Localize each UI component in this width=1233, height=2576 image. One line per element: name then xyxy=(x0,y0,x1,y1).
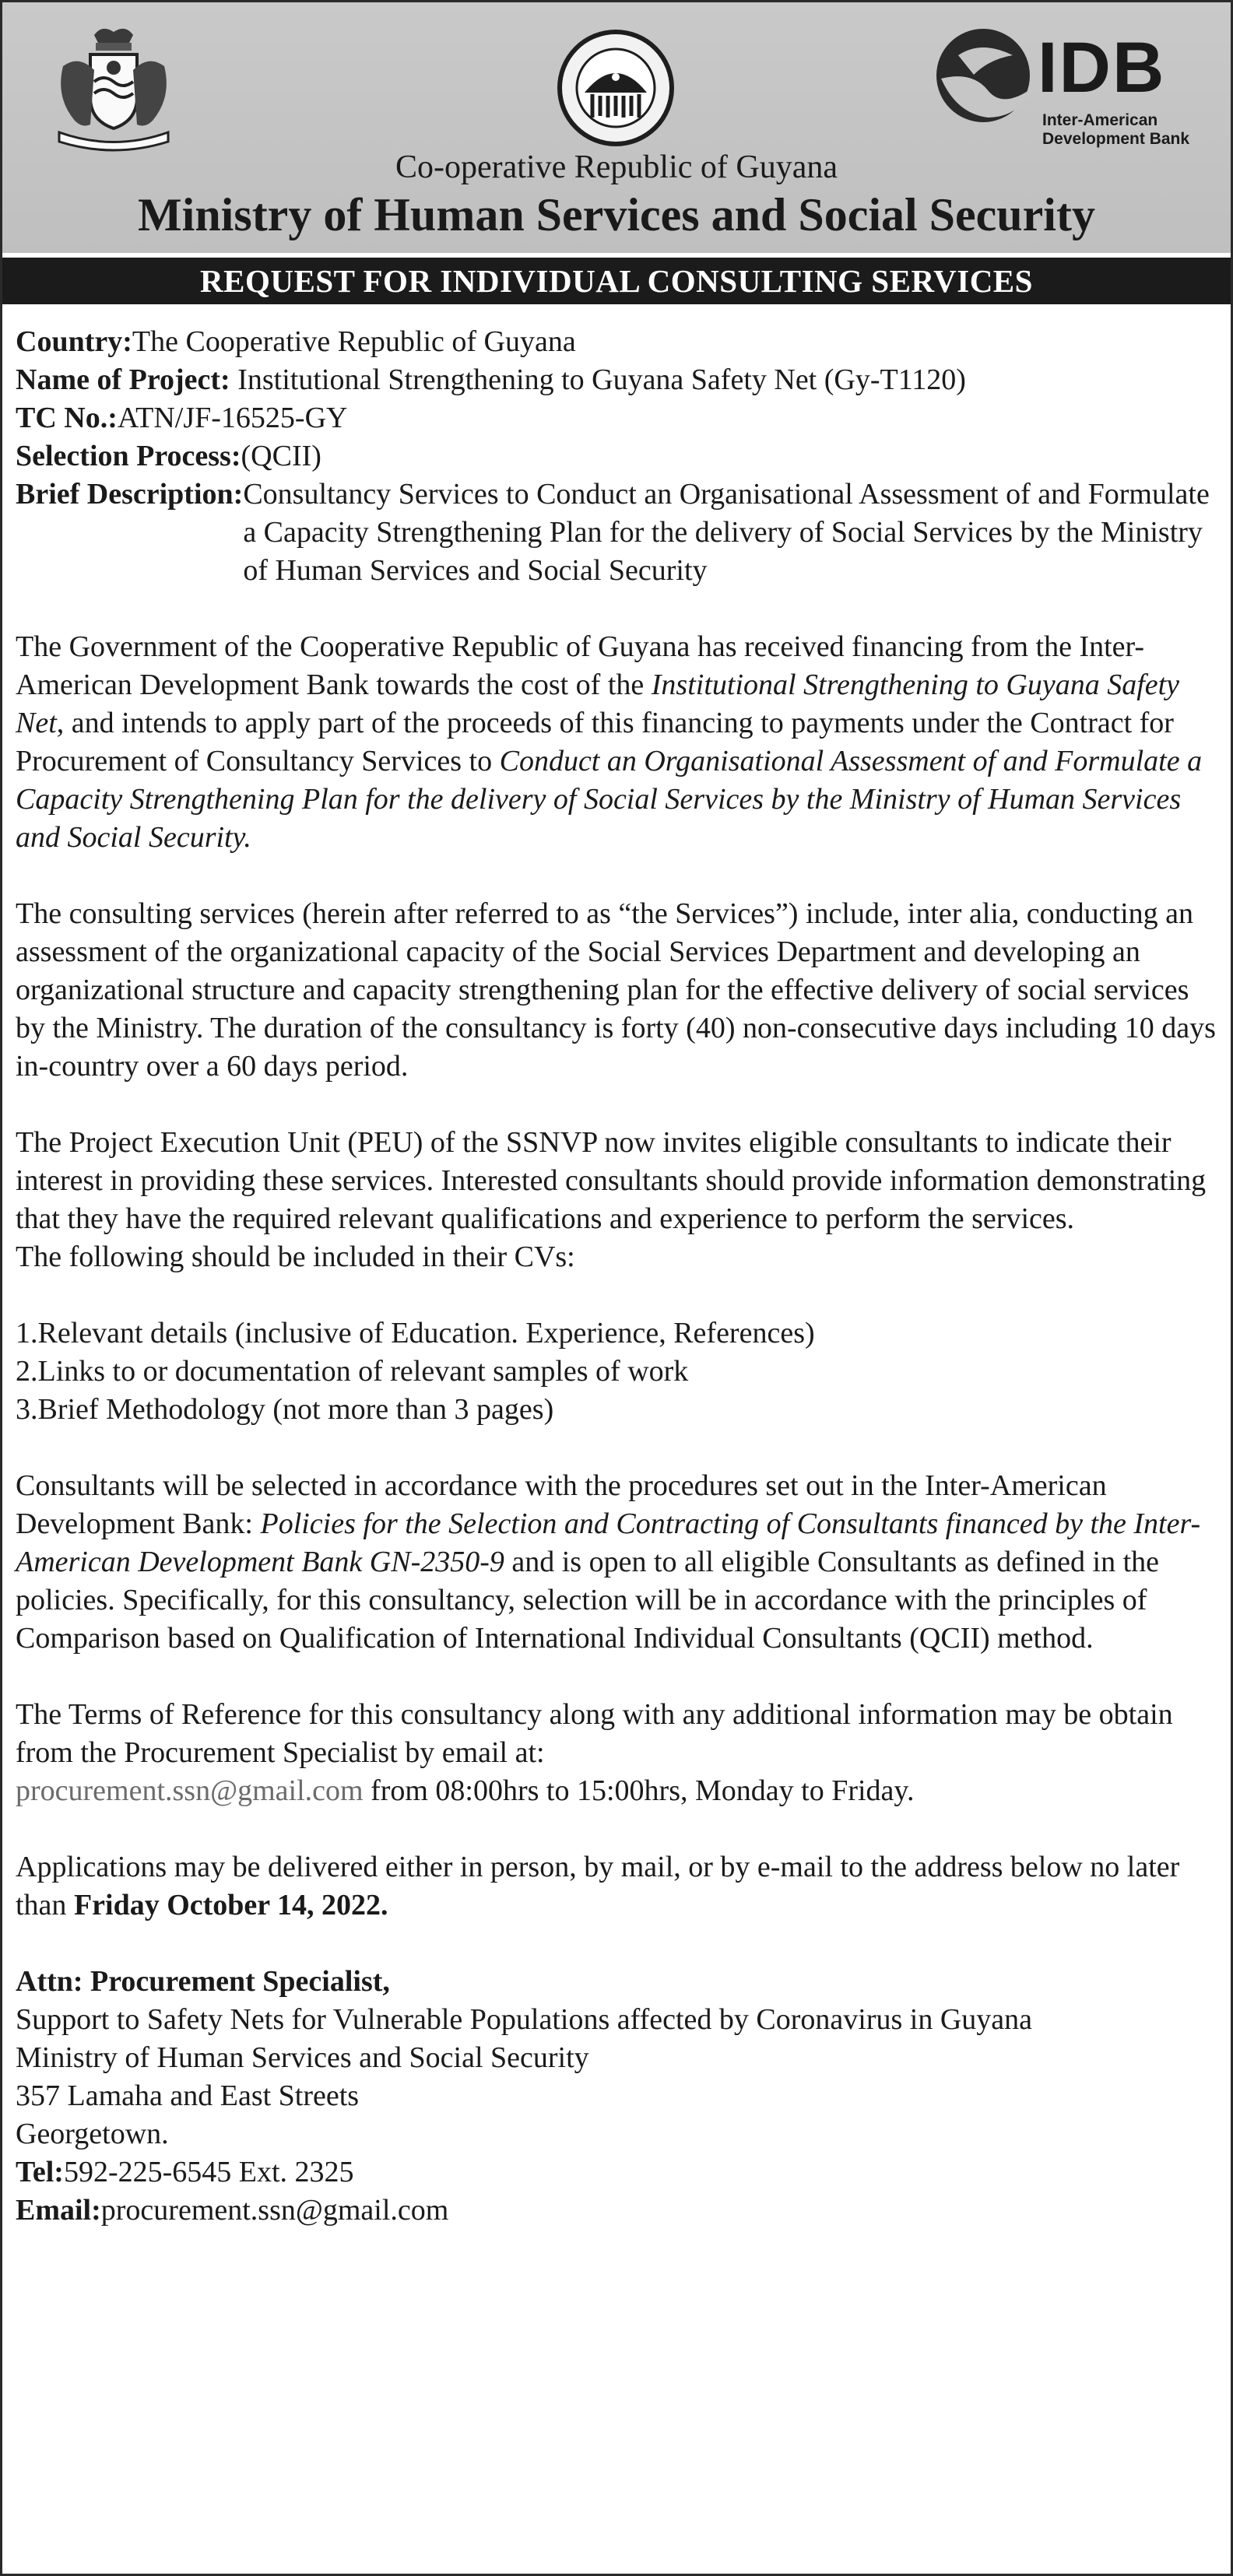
deadline-date: Friday October 14, 2022. xyxy=(73,1889,388,1921)
contact-email: Email:procurement.ssn@gmail.com xyxy=(16,2194,449,2227)
selection-field: Selection Process:(QCII) xyxy=(16,440,321,472)
list-item: 1.Relevant details (inclusive of Education. Experience, References) xyxy=(16,1317,815,1349)
services-paragraph: The consulting services (herein after referred to as “the Services”) include, inter alia, conducting an assessment of the organizational capacity of the Social Services Department and developing an organizational structure and capacity strengthening plan for the effective delivery of social services by the Ministry. The duration of the consultancy is forty (40) non-consecutive days including 10 days in-country over a 60 days period. xyxy=(16,897,1216,1083)
request-banner: REQUEST FOR INDIVIDUAL CONSULTING SERVICES xyxy=(2,258,1231,304)
invitation-paragraph: The Project Execution Unit (PEU) of the SSNVP now invites eligible consultants to indicate their interest in providing these services. Interested consultants should provide information demonstrating that they have the required relevant qualifications and experience to perform the services. xyxy=(16,1126,1207,1235)
coat-of-arms-icon xyxy=(47,19,180,152)
selection-method-paragraph: Consultants will be selected in accordance with the procedures set out in the Inter-American Development Bank: Policies for the Selection and Contracting of Consultants financed by the Inter-American Development Bank GN-2350-9 and is open to all eligible Consultants as defined in the policies. Specifically, for this consultancy, selection will be in accordance with the principles of Comparison based on Qualification of International Individual Consultants (QCII) method. xyxy=(16,1469,1201,1655)
country-field: Country:The Cooperative Republic of Guyana xyxy=(16,325,576,358)
brief-description-field: Brief Description: Consultancy Services to Conduct an Organisational Assessment of and Formulate a Capacity Strengthening Plan for the delivery of Social Services by the Ministry of Human Services and Social Security xyxy=(16,478,1210,587)
tc-field: TC No.:ATN/JF-16525-GY xyxy=(16,402,348,434)
project-field: Name of Project: Institutional Strengthening to Guyana Safety Net (Gy-T1120) xyxy=(16,363,966,396)
contact-line: Support to Safety Nets for Vulnerable Populations affected by Coronavirus in Guyana xyxy=(16,2003,1032,2036)
cv-requirements-intro: The following should be included in their CVs: xyxy=(16,1241,575,1273)
ministry-title: Ministry of Human Services and Social Security xyxy=(138,189,1095,240)
contact-line: Georgetown. xyxy=(16,2118,169,2150)
ministry-seal-icon xyxy=(557,29,675,147)
country-subtitle: Co-operative Republic of Guyana xyxy=(395,149,838,185)
financing-paragraph: The Government of the Cooperative Republic of Guyana has received financing from the Inter-American Development Bank towards the cost of the Institutional Strengthening to Guyana Safety Net, and intends to apply part of the proceeds of this financing to payments under the Contract for Procurement of Consultancy Services to Conduct an Organisational Assessment of and Formulate a Capacity Strengthening Plan for the delivery of Social Services by the Ministry of Human Services and Social Security. xyxy=(16,630,1203,854)
contact-attn: Attn: Procurement Specialist, xyxy=(16,1965,390,1998)
procurement-email-link[interactable]: procurement.ssn@gmail.com xyxy=(16,1774,364,1807)
idb-subtitle: Inter-American Development Bank xyxy=(1042,111,1190,148)
contact-line: 357 Lamaha and East Streets xyxy=(16,2079,360,2112)
idb-wordmark: IDB xyxy=(1038,28,1166,107)
contact-tel: Tel:592-225-6545 Ext. 2325 xyxy=(16,2156,354,2188)
idb-logo-icon xyxy=(927,24,1044,125)
notice-body xyxy=(16,323,1224,2230)
list-item: 3.Brief Methodology (not more than 3 pages) xyxy=(16,1393,554,1426)
list-item: 2.Links to or documentation of relevant samples of work xyxy=(16,1355,689,1388)
contact-line: Ministry of Human Services and Social Security xyxy=(16,2041,589,2074)
terms-of-reference-paragraph: The Terms of Reference for this consultancy along with any additional information may be obtain from the Procurement Specialist by email at: procurement.ssn@gmail.com from 08:00hrs to 15:00hrs, Monday to Friday. xyxy=(16,1698,1173,1807)
header xyxy=(2,2,1231,253)
deadline-paragraph: Applications may be delivered either in person, by mail, or by e-mail to the address below no later than Friday October 14, 2022. xyxy=(16,1851,1180,1921)
contact-email-link[interactable]: procurement.ssn@gmail.com xyxy=(100,2194,449,2227)
